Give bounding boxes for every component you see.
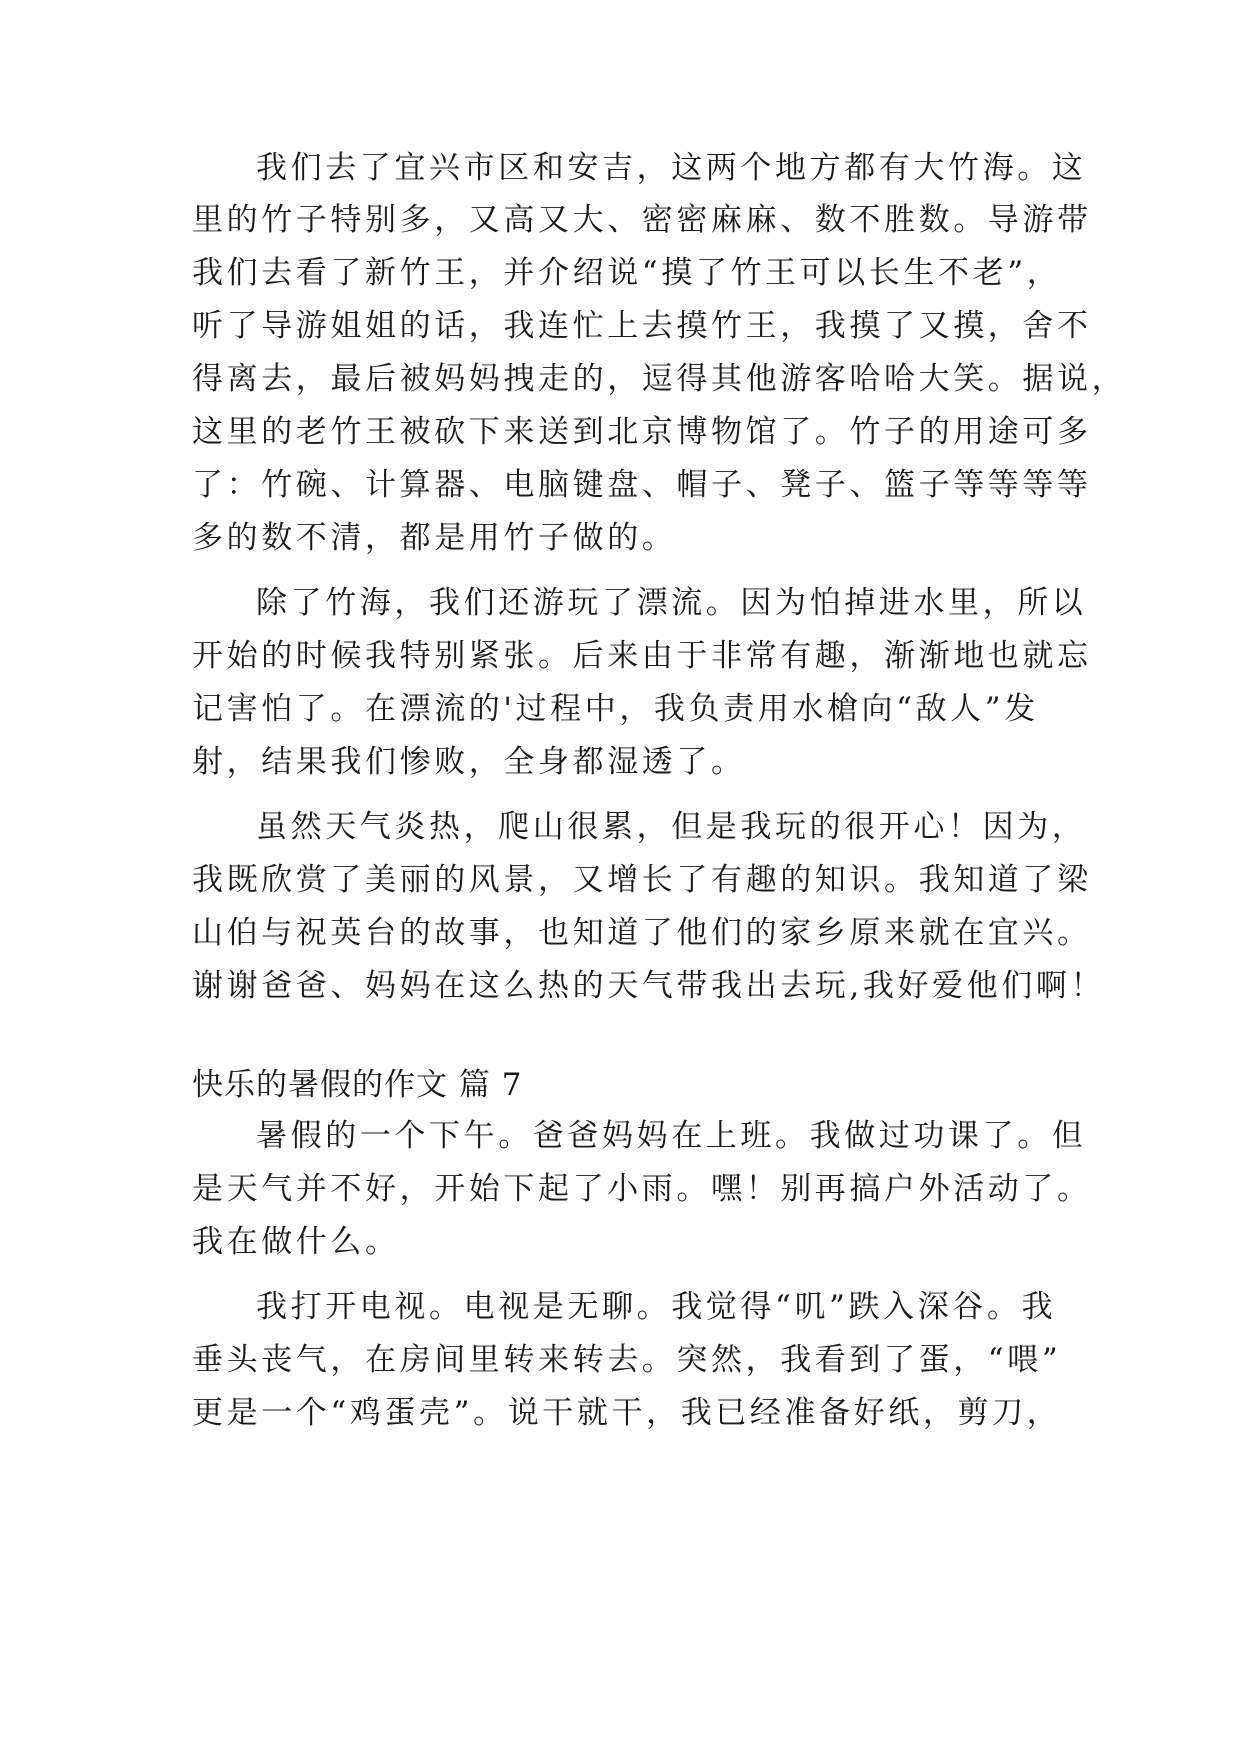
paragraph-4-line: 我在做什么。 — [192, 1224, 400, 1260]
section-heading: 快乐的暑假的作文 篇 7 — [192, 1067, 523, 1103]
paragraph-1-line: 我们去了宜兴市区和安吉，这两个地方都有大竹海。这 — [256, 150, 1087, 186]
paragraph-5-line: 垂头丧气，在房间里转来转去。突然，我看到了蛋，“喂” — [192, 1342, 1062, 1378]
paragraph-1-line: 这里的老竹王被砍下来送到北京博物馆了。竹子的用途可多 — [192, 414, 1092, 450]
paragraph-1-line: 了：竹碗、计算器、电脑键盘、帽子、凳子、篮子等等等等 — [192, 467, 1092, 503]
paragraph-1-line: 多的数不清，都是用竹子做的。 — [192, 520, 677, 556]
paragraph-1-line: 得离去，最后被妈妈拽走的，逗得其他游客哈哈大笑。据说， — [192, 361, 1127, 397]
paragraph-1-line: 我们去看了新竹王，并介绍说“摸了竹王可以长生不老”， — [192, 255, 1062, 291]
paragraph-2-line: 开始的时候我特别紧张。后来由于非常有趣，渐渐地也就忘 — [192, 638, 1092, 674]
paragraph-3-line: 虽然天气炎热，爬山很累，但是我玩的很开心！因为， — [256, 809, 1087, 845]
paragraph-2-line: 射，结果我们惨败，全身都湿透了。 — [192, 744, 746, 780]
paragraph-1-line: 里的竹子特别多，又高又大、密密麻麻、数不胜数。导游带 — [192, 202, 1092, 238]
paragraph-4-line: 是天气并不好，开始下起了小雨。嘿！别再搞户外活动了。 — [192, 1171, 1092, 1207]
paragraph-2-line: 除了竹海，我们还游玩了漂流。因为怕掉进水里，所以 — [256, 585, 1087, 621]
paragraph-5-line: 更是一个“鸡蛋壳”。说干就干，我已经准备好纸，剪刀， — [192, 1395, 1062, 1431]
paragraph-3-line: 山伯与祝英台的故事，也知道了他们的家乡原来就在宜兴。 — [192, 915, 1092, 951]
paragraph-3-line: 谢谢爸爸、妈妈在这么热的天气带我出去玩,我好爱他们啊！ — [192, 968, 1106, 1004]
paragraph-2-line: 记害怕了。在漂流的'过程中，我负责用水槍向“敌人”发 — [192, 691, 1039, 727]
paragraph-5-line: 我打开电视。电视是无聊。我觉得“叽”跌入深谷。我 — [256, 1289, 1057, 1325]
paragraph-4-line: 暑假的一个下午。爸爸妈妈在上班。我做过功课了。但 — [256, 1118, 1087, 1154]
paragraph-1-line: 听了导游姐姐的话，我连忙上去摸竹王，我摸了又摸，舍不 — [192, 308, 1092, 344]
paragraph-3-line: 我既欣赏了美丽的风景，又增长了有趣的知识。我知道了梁 — [192, 862, 1092, 898]
